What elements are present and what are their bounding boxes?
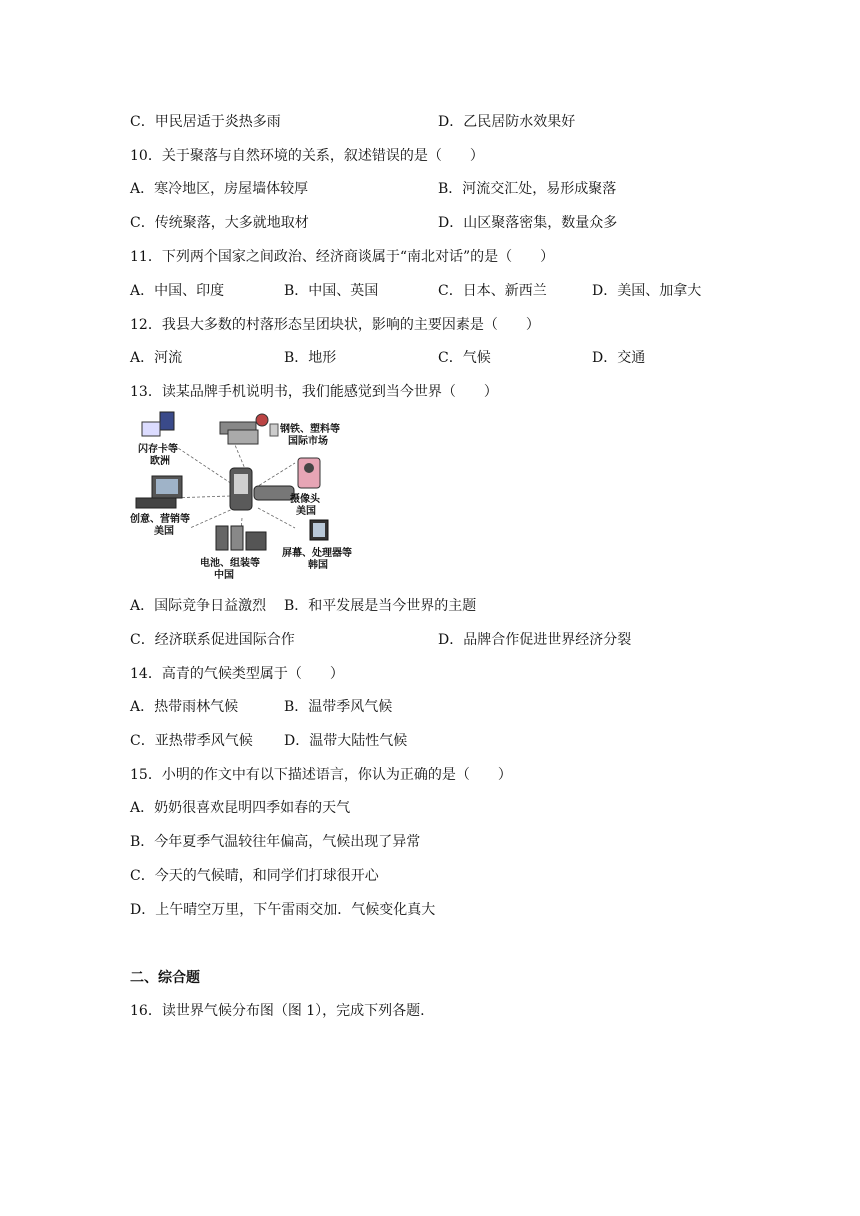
- q9-option-c: C．甲民居适于炎热多雨: [130, 114, 281, 130]
- label-battery-line2: 中国: [214, 570, 234, 581]
- label-steel-line1: 钢铁、塑料等: [280, 424, 340, 435]
- label-screen-line2: 韩国: [308, 560, 328, 571]
- q11-stem: 11．下列两个国家之间政治、经济商谈属于“南北对话”的是（ ）: [130, 249, 555, 265]
- label-creative-line2: 美国: [154, 526, 174, 537]
- q15-stem: 15．小明的作文中有以下描述语言，你认为正确的是（ ）: [130, 767, 512, 783]
- assembly-tray-icon: [246, 532, 266, 550]
- q11-option-b: B．中国、英国: [284, 283, 379, 299]
- q12-stem: 12．我县大多数的村落形态呈团块状，影响的主要因素是（ ）: [130, 317, 540, 333]
- q15-option-c: C．今天的气候晴，和同学们打球很开心: [130, 868, 379, 884]
- battery-icon-2: [231, 526, 243, 550]
- label-flash-line2: 欧洲: [150, 456, 170, 467]
- q12-option-d: D．交通: [592, 350, 646, 366]
- q13-stem: 13．读某品牌手机说明书，我们能感觉到当今世界（ ）: [130, 384, 498, 400]
- label-screen-line1: 屏幕、处理器等: [282, 548, 352, 559]
- q14-option-a: A．热带雨林气候: [130, 699, 239, 715]
- tray-icon: [228, 430, 258, 444]
- label-battery-line1: 电池、组装等: [200, 558, 260, 569]
- q13-option-c: C．经济联系促进国际合作: [130, 632, 295, 648]
- material-block-icon: [270, 424, 278, 436]
- camera-lens-icon: [304, 463, 314, 473]
- q11-option-a: A．中国、印度: [130, 283, 225, 299]
- plastic-coil-icon: [256, 414, 268, 426]
- q15-option-a: A．奶奶很喜欢昆明四季如春的天气: [130, 800, 351, 816]
- keyboard-icon: [136, 498, 176, 508]
- q10-stem: 10．关于聚落与自然环境的关系，叙述错误的是（ ）: [130, 148, 484, 164]
- q10-option-b: B．河流交汇处，易形成聚落: [438, 181, 617, 197]
- label-camera-line2: 美国: [296, 506, 316, 517]
- q10-option-a: A．寒冷地区，房屋墙体较厚: [130, 181, 309, 197]
- section-heading: 二、综合题: [130, 970, 200, 986]
- q12-option-a: A．河流: [130, 350, 183, 366]
- memory-card-icon: [160, 412, 174, 430]
- sd-card-icon: [142, 422, 160, 436]
- battery-icon: [216, 526, 228, 550]
- q14-option-b: B．温带季风气候: [284, 699, 393, 715]
- q14-option-c: C．亚热带季风气候: [130, 733, 253, 749]
- label-camera-line1: 摄像头: [290, 494, 320, 505]
- label-flash-line1: 闪存卡等: [138, 444, 178, 455]
- q13-option-d: D．品牌合作促进世界经济分裂: [438, 632, 632, 648]
- q13-option-b: B．和平发展是当今世界的主题: [284, 598, 477, 614]
- label-steel-line2: 国际市场: [288, 436, 328, 447]
- q13-option-a: A．国际竞争日益激烈: [130, 598, 267, 614]
- q14-option-d: D．温带大陆性气候: [284, 733, 408, 749]
- monitor-screen: [156, 479, 178, 494]
- q12-option-b: B．地形: [284, 350, 337, 366]
- q15-option-d: D．上午晴空万里，下午雷雨交加．气候变化真大: [130, 902, 436, 918]
- center-phone-screen: [234, 474, 248, 494]
- screen-panel-display: [313, 523, 325, 537]
- q10-option-c: C．传统聚落，大多就地取材: [130, 215, 309, 231]
- q16-stem: 16．读世界气候分布图（图 1），完成下列各题.: [130, 1003, 425, 1019]
- q11-option-c: C．日本、新西兰: [438, 283, 547, 299]
- q14-stem: 14．高青的气候类型属于（ ）: [130, 666, 344, 682]
- q12-option-c: C．气候: [438, 350, 491, 366]
- label-creative-line1: 创意、营销等: [130, 514, 190, 525]
- q9-option-d: D．乙民居防水效果好: [438, 114, 576, 130]
- q11-option-d: D．美国、加拿大: [592, 283, 702, 299]
- side-phone-icon: [254, 486, 294, 500]
- q15-option-b: B．今年夏季气温较往年偏高，气候出现了异常: [130, 834, 421, 850]
- q10-option-d: D．山区聚落密集，数量众多: [438, 215, 618, 231]
- phone-supply-chain-figure: [130, 408, 370, 588]
- phone-supply-chain-svg: [130, 408, 370, 588]
